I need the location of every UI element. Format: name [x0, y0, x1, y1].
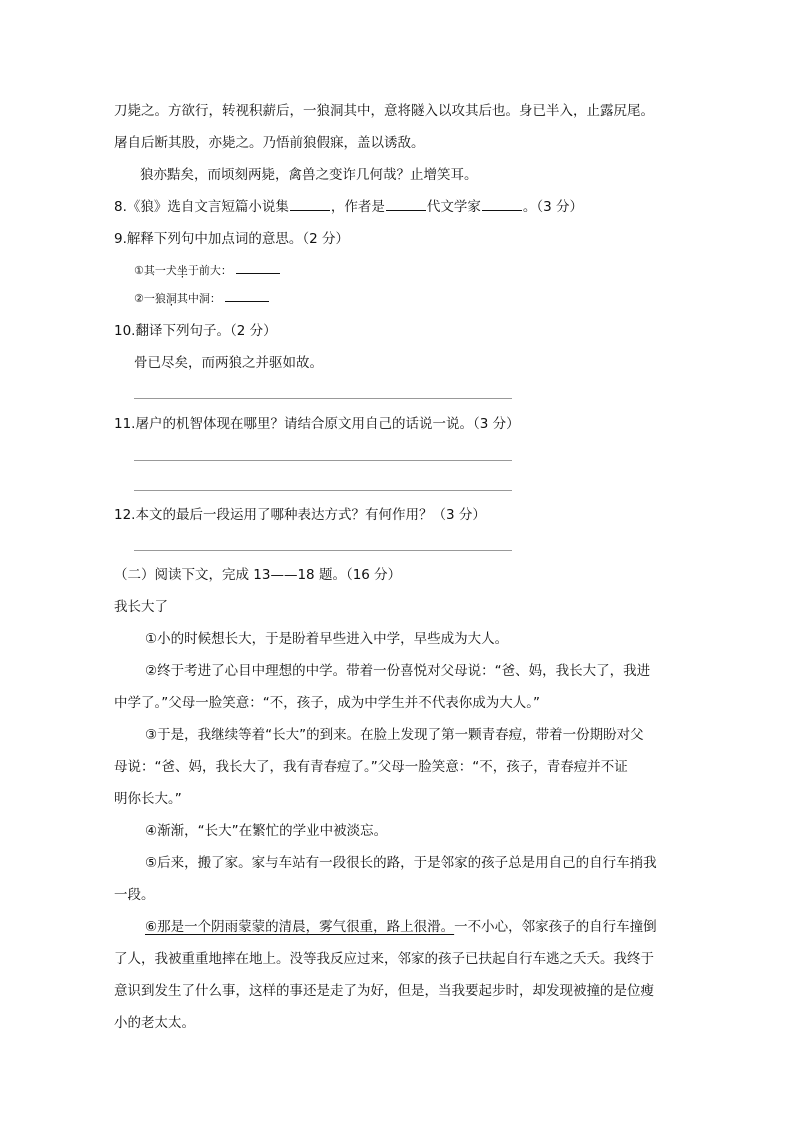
q8-text-2: ，作者是	[330, 199, 385, 215]
q9-blank-1[interactable]	[236, 262, 280, 274]
q9-dotted-word-2: 洞	[165, 292, 177, 305]
paragraph-3-line-2: 母说：“爸、妈，我长大了，我有青春痘了。”父母一脸笑意：“不，孩子，青春痘并不证	[114, 759, 628, 775]
q9-dotted-word-1: 坐	[176, 264, 188, 277]
q11-answer-line-1[interactable]	[134, 460, 512, 461]
paragraph-1: ①小的时候想长大，于是盼着早些进入中学，早些成为大人。	[145, 631, 509, 647]
question-9: 9.解释下列句中加点词的意思。（2 分）	[114, 231, 350, 247]
paragraph-6-line-4: 小的老太太。	[114, 1015, 195, 1031]
paragraph-3-line-3: 明你长大。”	[114, 791, 182, 807]
q10-answer-line[interactable]	[134, 398, 512, 399]
q9-blank-2[interactable]	[225, 290, 269, 302]
q8-blank-1[interactable]	[290, 198, 330, 211]
q8-blank-3[interactable]	[482, 198, 522, 211]
paragraph-6-line-2: 了人，我被重重地摔在地上。没等我反应过来，邻家的孩子已扶起自行车逃之夭夭。我终于	[114, 951, 654, 967]
paragraph-2-line-1: ②终于考进了心目中理想的中学。带着一份喜悦对父母说：“爸、妈，我长大了，我进	[145, 663, 651, 679]
question-11: 11.屠户的机智体现在哪里？请结合原文用自己的话说一说。（3 分）	[114, 416, 520, 432]
question-10: 10.翻译下列句子。（2 分）	[114, 323, 277, 339]
paragraph-6-line-1: ⑥那是一个阴雨蒙蒙的清晨，雾气很重，路上很滑。一不小心，邻家孩子的自行车撞倒	[145, 919, 657, 935]
paragraph-5-line-2: 一段。	[114, 887, 155, 903]
paragraph-5-line-1: ⑤后来，搬了家。家与车站有一段很长的路，于是邻家的孩子总是用自己的自行车捎我	[145, 855, 657, 871]
paragraph-2-line-2: 中学了。”父母一脸笑意：“不，孩子，成为中学生并不代表你成为大人。”	[114, 695, 540, 711]
section-2-heading: （二）阅读下文，完成 13——18 题。（16 分）	[114, 567, 402, 583]
poem-line-3: 狼亦黠矣，而顷刻两毙，禽兽之变诈几何哉？止增笑耳。	[140, 167, 478, 183]
question-12: 12.本文的最后一段运用了哪种表达方式？有何作用？（3 分）	[114, 507, 486, 523]
q11-answer-line-2[interactable]	[134, 490, 512, 491]
q8-blank-2[interactable]	[386, 198, 426, 211]
paragraph-4: ④渐渐，“长大”在繁忙的学业中被淡忘。	[145, 823, 388, 839]
q8-text-3: 代文学家	[426, 199, 481, 215]
q9-item-2: ②一狼洞其中洞：	[134, 290, 269, 308]
passage-title: 我长大了	[114, 599, 168, 615]
question-8	[114, 198, 583, 216]
poem-line-1: 刀毙之。方欲行，转视积薪后，一狼洞其中，意将隧入以攻其后也。身已半入，止露尻尾。	[114, 103, 654, 119]
poem-line-2: 屠自后断其股，亦毙之。乃悟前狼假寐，盖以诱敌。	[114, 135, 425, 151]
q8-text-4: 。（3 分）	[522, 199, 584, 215]
paragraph-3-line-1: ③于是，我继续等着“长大”的到来。在脸上发现了第一颗青春痘，带着一份期盼对父	[145, 727, 644, 743]
underlined-sentence: ⑥那是一个阴雨蒙蒙的清晨，雾气很重，路上很滑。	[145, 919, 455, 935]
q9-item-1: ①其一犬坐于前大：	[134, 262, 280, 280]
q10-sentence: 骨已尽矣，而两狼之并驱如故。	[134, 355, 323, 371]
paragraph-6-line-3: 意识到发生了什么事，这样的事还是走了为好，但是，当我要起步时，却发现被撞的是位瘦	[114, 983, 654, 999]
q8-text-1: 8.《狼》选自文言短篇小说集	[114, 199, 289, 215]
q12-answer-line[interactable]	[134, 550, 512, 551]
